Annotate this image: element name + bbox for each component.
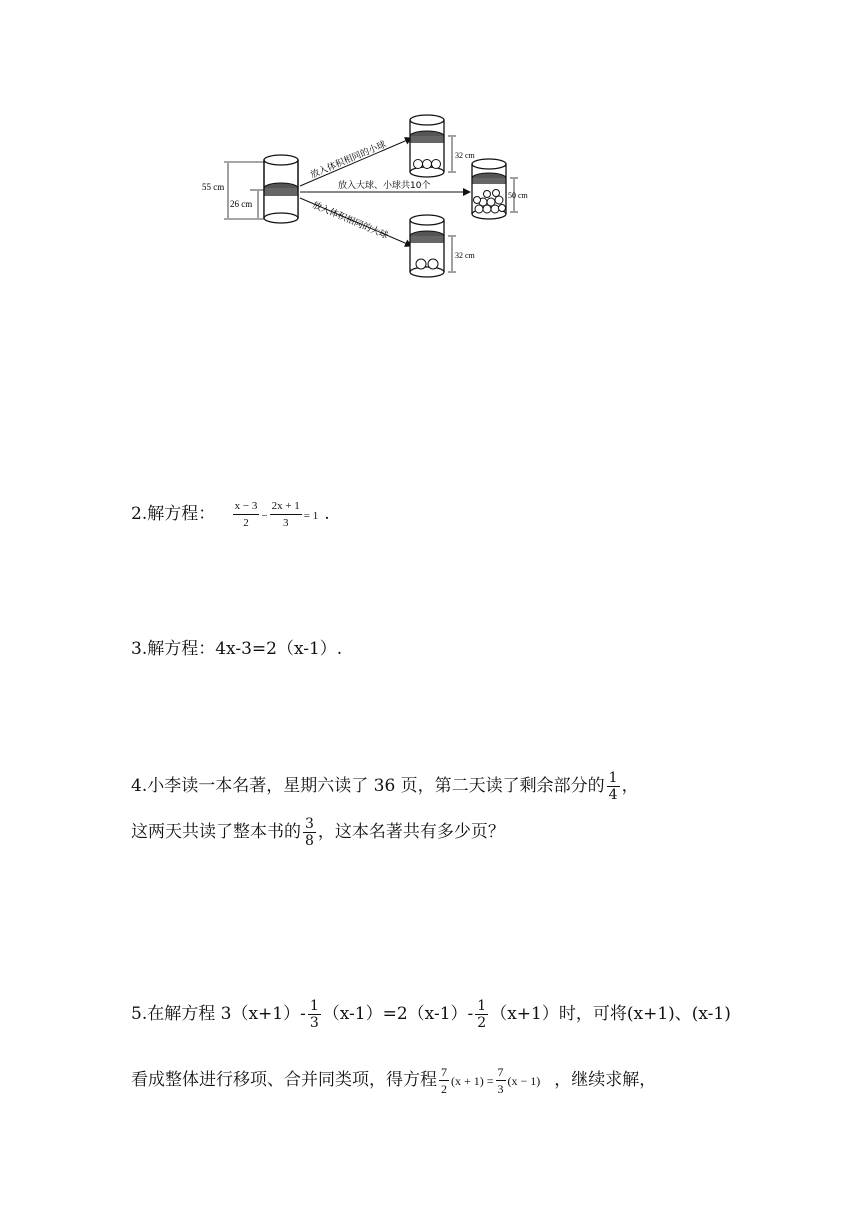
question-3: 3.解方程：4x-3=2（x-1）.	[131, 639, 343, 659]
question-4-line-1	[131, 770, 639, 803]
dim-55-label: 55 cm	[202, 182, 225, 192]
q5-fraction-a	[308, 998, 321, 1031]
q2-fraction-1	[233, 498, 260, 531]
q4-frac1-numerator: 1	[608, 770, 618, 786]
q5-eq-right-fraction	[496, 1064, 506, 1097]
dim-32-top-label: 32 cm	[455, 151, 475, 160]
q5-eq-left-denominator: 2	[441, 1082, 447, 1096]
q5-frac-b-numerator: 1	[477, 998, 487, 1014]
q4-fraction-2	[303, 816, 316, 849]
q2-fraction-2	[270, 498, 302, 531]
q4-frac2-denominator: 8	[305, 833, 314, 849]
q5-frac-b-denominator: 2	[477, 1015, 487, 1031]
dim-32-bottom-label: 32 cm	[455, 251, 475, 260]
q5-eq-right-denominator: 3	[497, 1082, 504, 1096]
q5-eq-right-numerator: 7	[497, 1065, 504, 1079]
dim-50-label: 50 cm	[508, 191, 528, 200]
question-4-line-2	[131, 816, 505, 849]
cylinders-figure	[200, 108, 540, 283]
question-5-line-1	[131, 998, 731, 1031]
middle-cylinder	[472, 159, 506, 219]
arrow-top-label: 放入体积相同的小球	[309, 139, 388, 181]
q5-line2-end: ，继续求解，	[554, 1070, 657, 1090]
q4-line1-text: 4.小李读一本名著，星期六读了 36 页，第二天读了剩余部分的	[131, 776, 605, 796]
question-2	[131, 498, 330, 531]
q4-frac2-numerator: 3	[305, 816, 314, 832]
q5-fraction-b	[475, 998, 488, 1031]
q2-minus: −	[261, 510, 268, 522]
q2-rhs: = 1	[303, 510, 319, 522]
bottom-cylinder	[410, 215, 444, 277]
q5-part-a: 5.在解方程 3（x+1）-	[131, 1004, 306, 1024]
question-5-line-2	[131, 1064, 656, 1097]
q5-part-b: （x-1）=2（x-1）-	[322, 1004, 474, 1024]
arrow-bottom-label: 放入体积相同的大球	[310, 200, 390, 242]
q5-part-c: （x+1）时，可将(x+1)、(x-1)	[490, 1004, 731, 1024]
q5-line2-start: 看成整体进行移项、合并同类项，得方程	[131, 1070, 437, 1090]
q4-line1-end: ，	[621, 776, 639, 796]
q4-line2-start: 这两天共读了整本书的	[131, 822, 301, 842]
q5-eq-left-fraction	[439, 1064, 449, 1097]
q4-fraction-1	[607, 770, 620, 803]
q2-end: .	[324, 504, 330, 524]
q2-frac2-numerator: 2x + 1	[270, 498, 302, 515]
dim-26-label: 26 cm	[230, 199, 253, 209]
top-cylinder	[410, 115, 444, 177]
q4-line2-end: ，这本名著共有多少页？	[317, 822, 505, 842]
q2-frac2-denominator: 3	[282, 517, 289, 529]
q2-prefix: 2.解方程：	[131, 504, 216, 524]
q2-frac1-denominator: 2	[243, 517, 249, 529]
q5-frac-a-numerator: 1	[309, 998, 319, 1014]
arrow-middle-label: 放入大球、小球共10个	[338, 181, 431, 191]
q5-eq-left-tail: (x + 1) =	[451, 1074, 494, 1088]
q5-eq-left-numerator: 7	[441, 1065, 447, 1079]
q4-frac1-denominator: 4	[608, 787, 618, 803]
q2-frac1-numerator: x − 3	[233, 498, 260, 515]
left-cylinder	[264, 155, 298, 223]
q5-eq-right-tail: (x − 1)	[507, 1074, 541, 1088]
q5-frac-a-denominator: 3	[309, 1015, 319, 1031]
